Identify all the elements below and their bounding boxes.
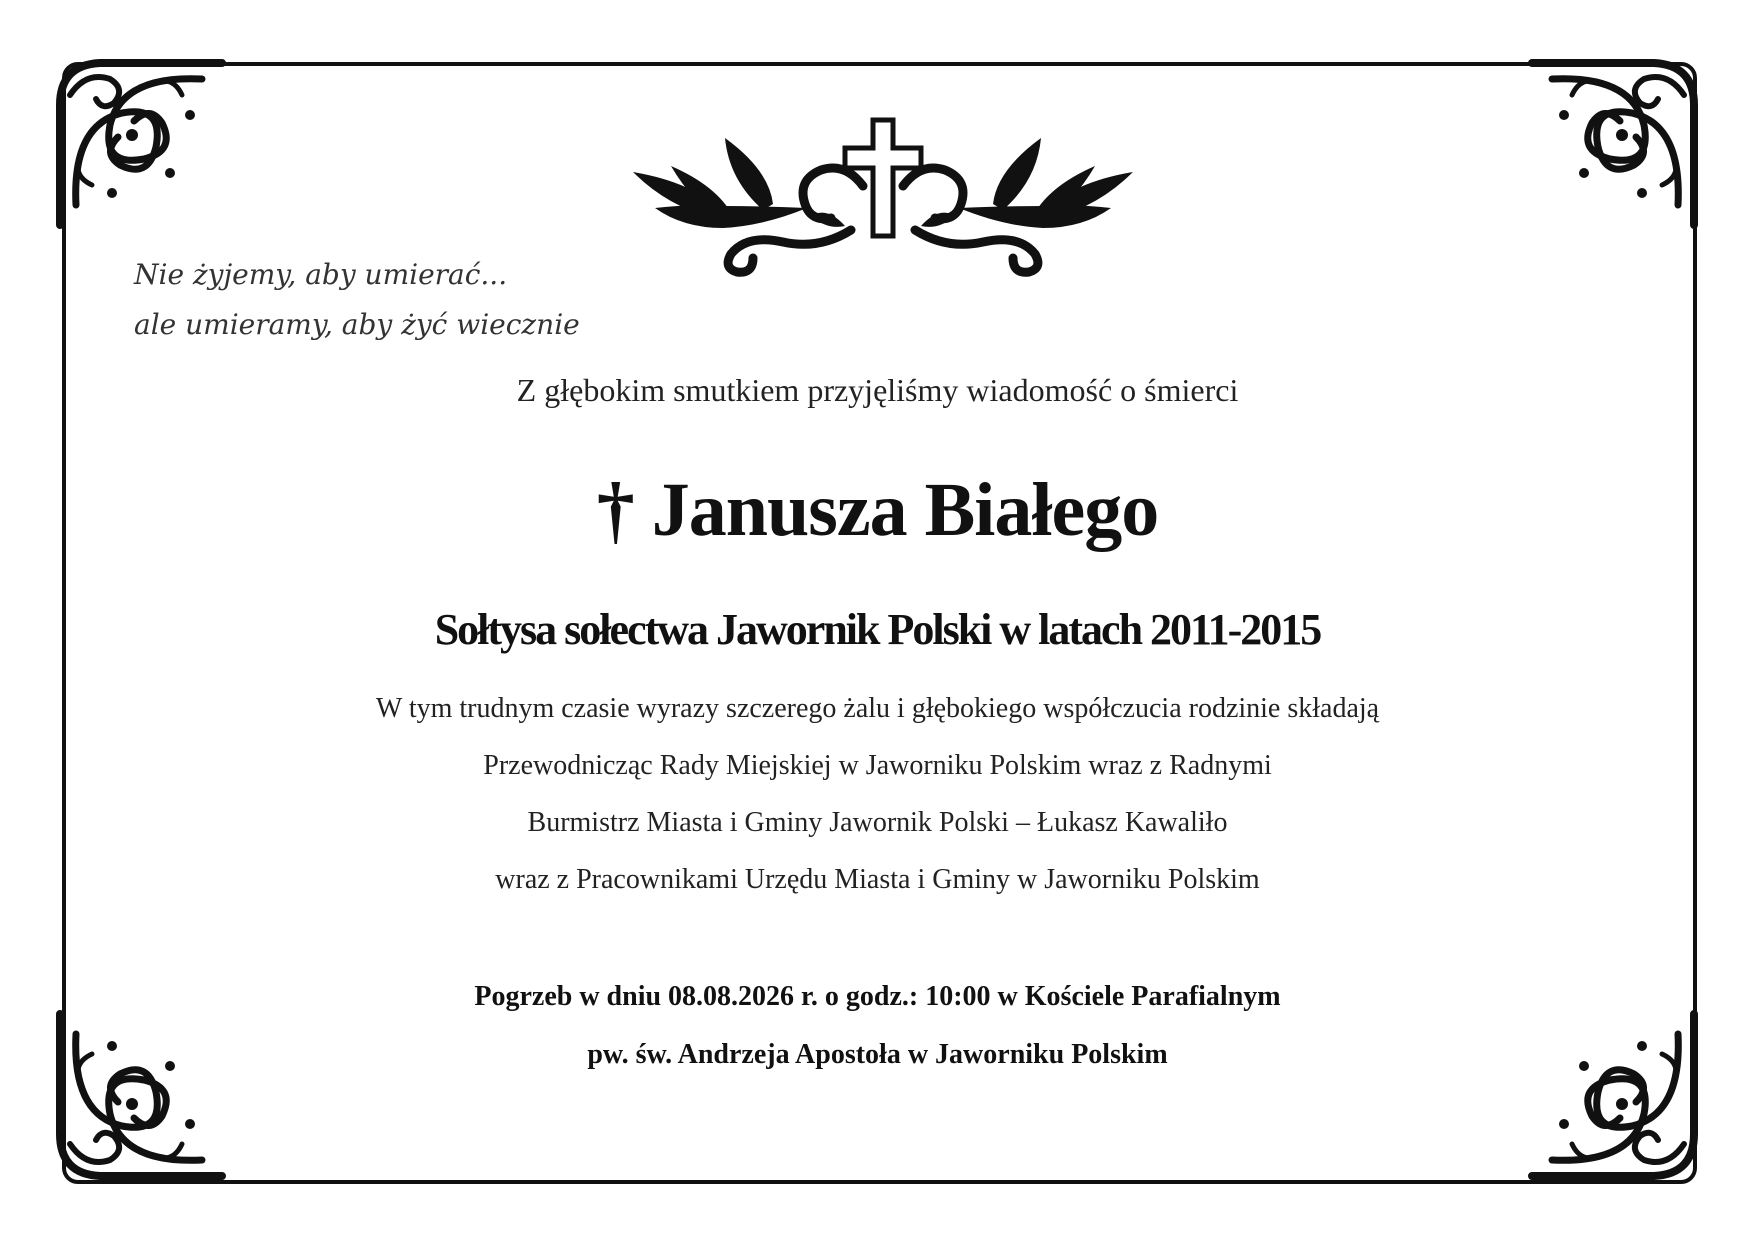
funeral-info-line-1: Pogrzeb w dniu 08.08.2026 r. o godz.: 10:00 w Kościele Parafialnym (474, 981, 1281, 1012)
flourish-corner-icon (1522, 55, 1702, 235)
motto-line-1: Nie żyjemy, aby umierać... (134, 258, 508, 291)
flourish-corner-icon (52, 55, 232, 235)
funeral-info-line-2: pw. św. Andrzeja Apostoła w Jaworniku Polskim (587, 1039, 1168, 1070)
condolence-line: wraz z Pracownikami Urzędu Miasta i Gminy w Jaworniku Polskim (495, 864, 1260, 895)
condolence-line: Przewodnicząc Rady Miejskiej w Jaworniku Polskim wraz z Radnymi (483, 750, 1272, 781)
deceased-role: Sołtysa sołectwa Jawornik Polski w latach 2011-2015 (434, 605, 1321, 654)
condolence-line: W tym trudnym czasie wyrazy szczerego żalu i głębokiego współczucia rodzinie składają (375, 693, 1380, 724)
cross-with-leaves-icon (613, 108, 1153, 278)
deceased-name: † Janusza Białego (596, 468, 1159, 552)
motto-line-2: ale umieramy, aby żyć wiecznie (134, 308, 580, 341)
intro-text: Z głębokim smutkiem przyjęliśmy wiadomość o śmierci (516, 372, 1239, 408)
flourish-corner-icon (52, 1004, 232, 1184)
motto (134, 250, 654, 350)
condolence-line: Burmistrz Miasta i Gminy Jawornik Polski – Łukasz Kawaliło (527, 807, 1228, 838)
flourish-corner-icon (1522, 1004, 1702, 1184)
